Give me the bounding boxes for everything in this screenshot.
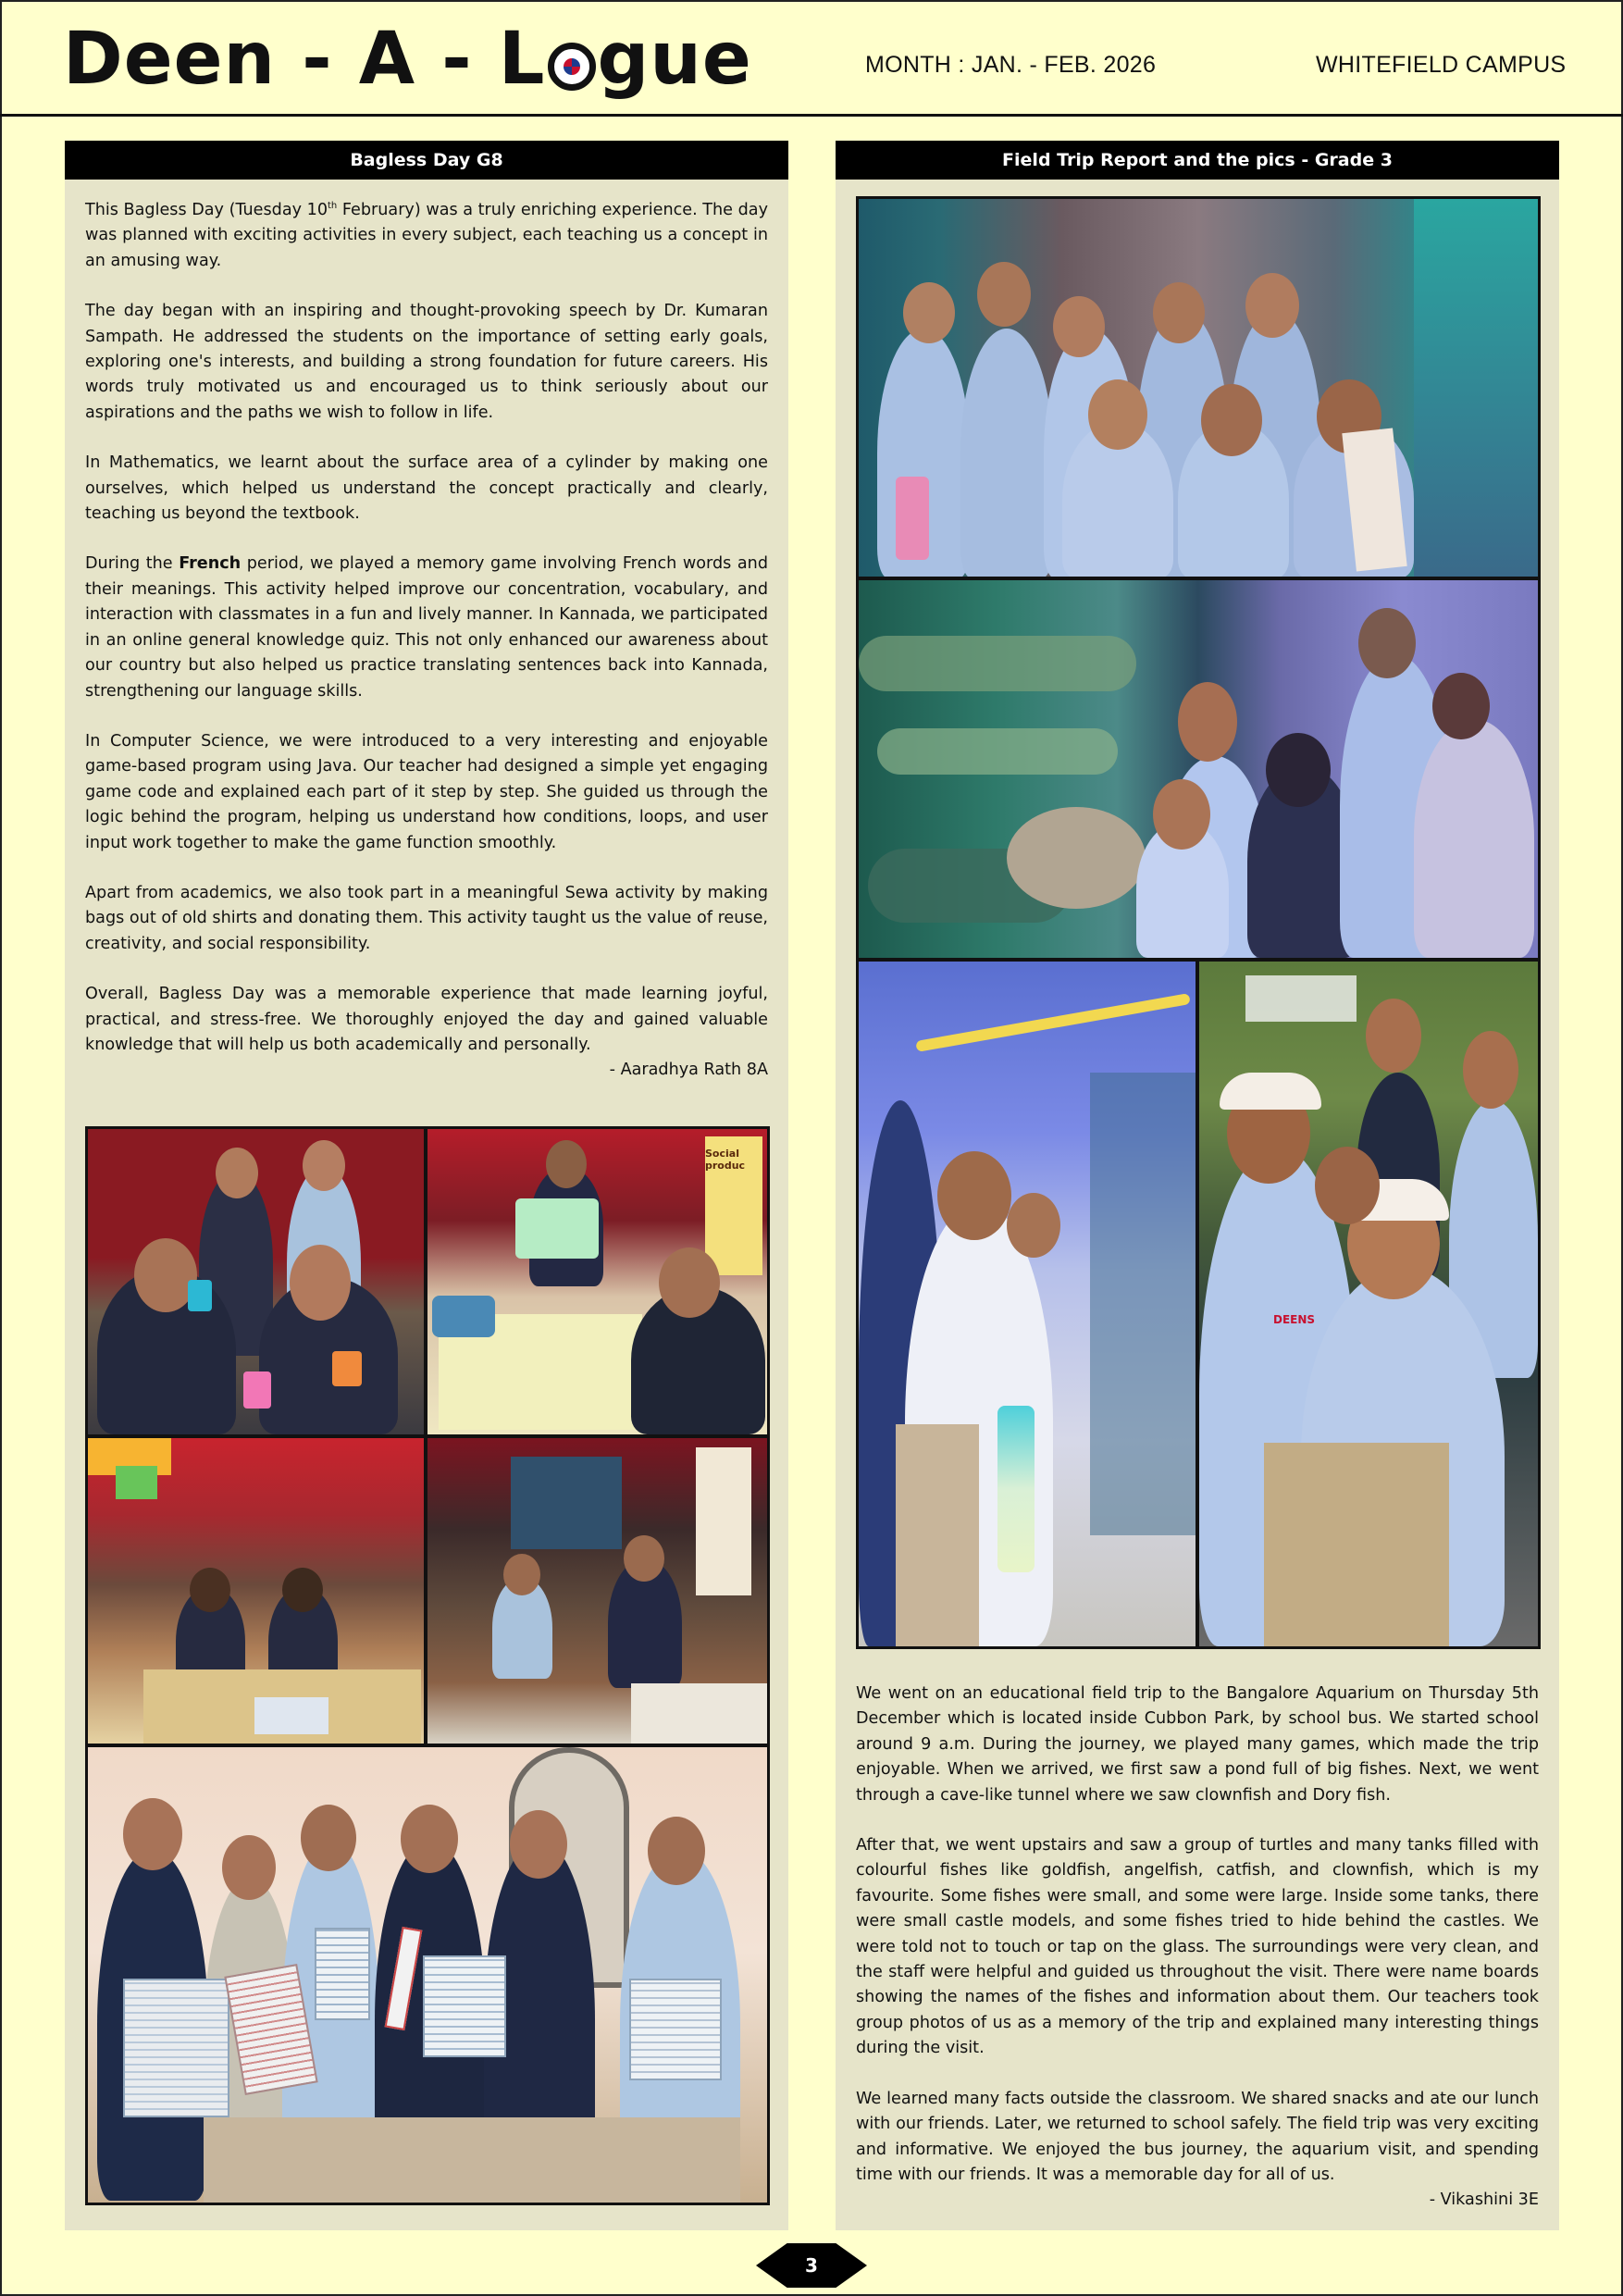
field-trip-article: [856, 1682, 1539, 2214]
issue-month: MONTH : JAN. - FEB. 2026: [865, 52, 1157, 78]
paragraph-text: February) was a truly enriching experience. The day was planned with exciting activities in every subject, each teaching us a concept in an amusing way.: [85, 201, 768, 270]
field-trip-section: [836, 141, 1559, 2230]
logo-text-start: Deen - A - L: [63, 18, 546, 101]
field-trip-photo-collage: [856, 196, 1541, 1649]
paragraph: We learned many facts outside the classroom. We shared snacks and ate our lunch with our friends. Later, we returned to school safely. The field trip was very exciting and informative. We enjoyed the bus journey, the aquarium visit, and spending time with our friends. It was a memorable day for all of us.: [856, 2089, 1539, 2184]
article-author: - Aaradhya Rath 8A: [609, 1061, 768, 1080]
uniform-logo-text: DEENS: [1273, 1313, 1316, 1326]
paragraph-text: During the: [85, 554, 180, 574]
paragraph-text: This Bagless Day (Tuesday 10: [85, 201, 328, 219]
photo-aquarium-group: [859, 199, 1538, 577]
section-title: Bagless Day G8: [65, 141, 788, 180]
paragraph: In Computer Science, we were introduced to a very interesting and enjoyable game-based program using Java. Our teacher had designed a simple yet engaging game code and explained each part of it step by step. She guided us through the logic behind the program, helping us understand how conditions, loops, and user input work together to make the game function smoothly.: [85, 731, 768, 852]
bagless-day-section: [65, 141, 788, 2230]
article-author: - Vikashini 3E: [1429, 2191, 1539, 2210]
campus-name: WHITEFIELD CAMPUS: [1316, 52, 1567, 78]
paragraph: The day began with an inspiring and thought-provoking speech by Dr. Kumaran Sampath. He addressed the students on the importance of setting early goals, exploring one's interests, and building a strong foundation for future careers. His words truly motivated us and encouraged us to think seriously about our aspirations and the paths we wish to follow in life.: [85, 302, 768, 422]
paragraph: In Mathematics, we learnt about the surface area of a cylinder by making one ourselves, which helped us understand the concept practically and clearly, teaching us beyond the textbook.: [85, 453, 768, 524]
paragraph: We went on an educational field trip to the Bangalore Aquarium on Thursday 5th December which is located inside Cubbon Park, by school bus. We started school around 9 a.m. During the journey, we played many games, which made the trip enjoyable. When we arrived, we first saw a pond full of big fishes. Next, we went through a cave-like tunnel where we saw clownfish and Dory fish.: [856, 1684, 1539, 1805]
photo-girl-at-aquarium: [859, 962, 1196, 1646]
masthead: [0, 0, 1623, 117]
bold-word: French: [179, 554, 242, 574]
paragraph: [85, 198, 768, 274]
paragraph: Apart from academics, we also took part in a meaningful Sewa activity by making bags out of old shirts and donating them. This activity taught us the value of reuse, creativity, and social responsibility.: [85, 883, 768, 953]
ordinal-suffix: th: [328, 201, 338, 212]
logo-text-end: gue: [597, 18, 752, 101]
paragraph-text: period, we played a memory game involving French words and their meanings. This activity helped improve our concentration, vocabulary, and interaction with classmates in a fun and lively manner. In Kannada, we participated in an online general knowledge quiz. This not only enhanced our awareness about our country but also helped us practice translating sentences back into Kannada, strengthening our language skills.: [85, 554, 768, 701]
page-number: 3: [805, 2254, 818, 2277]
paragraph: [85, 552, 768, 703]
photo-students-with-caps: [1199, 962, 1538, 1646]
photo-aquarium-tank: [859, 580, 1538, 958]
photo-classroom-crafting: [88, 1438, 424, 1744]
section-title: Field Trip Report and the pics - Grade 3: [836, 141, 1559, 180]
photo-classroom-students: [427, 1438, 767, 1744]
photo-poster-text: Social produc: [705, 1148, 746, 1172]
bagless-day-photo-collage: [85, 1126, 770, 2205]
paragraph: Overall, Bagless Day was a memorable experience that made learning joyful, practical, and stress-free. We thoroughly enjoyed the day and gained valuable knowledge that will help us both academically and personally.: [85, 985, 768, 1054]
paragraph: After that, we went upstairs and saw a group of turtles and many tanks filled with colourful fishes like goldfish, angelfish, catfish, and clownfish, which is my favourite. Some fishes were small, and some were large. Inside some tanks, there were small castle models, and some fishes tried to hide behind the castles. We were told not to touch or tap on the glass. The surroundings were very clean, and the staff were helpful and guided us throughout the visit. There were name boards showing the names of the fishes and information about them. Our teachers took group photos of us as a memory of the trip and explained many interesting things during the visit.: [856, 1836, 1539, 2058]
page-number-badge: [756, 2243, 867, 2288]
newsletter-logo: [63, 13, 752, 105]
photo-cylinder-activity: [88, 1129, 424, 1434]
school-seal-icon: [548, 43, 596, 91]
photo-group-with-bags: [88, 1747, 767, 2203]
photo-sewa-bag-making: [427, 1129, 767, 1434]
bagless-day-article: [85, 198, 768, 1084]
